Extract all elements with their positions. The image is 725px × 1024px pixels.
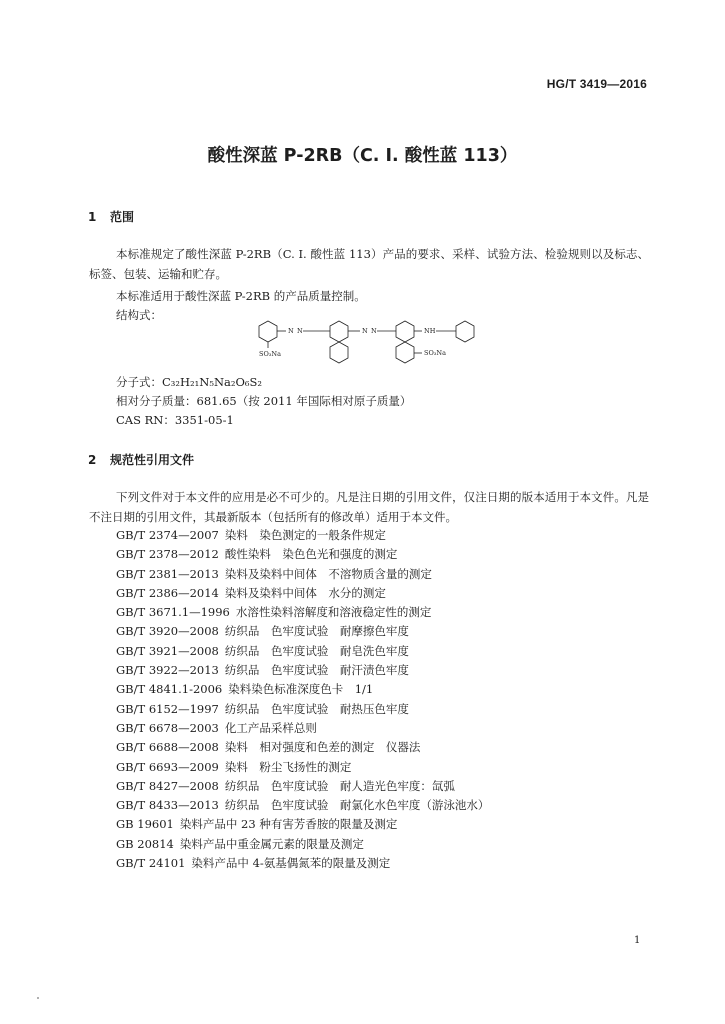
list-item (116, 739, 489, 758)
ref-title: 染料产品中 4-氨基偶氮苯的限量及测定 (191, 856, 391, 871)
references-intro: 下列文件对于本文件的应用是必不可少的。凡是注日期的引用文件，仅注日期的版本适用于本文件。凡是不注日期的引用文件，其最新版本（包括所有的修改单）适用于本文件。 (89, 490, 649, 524)
list-item (116, 623, 489, 642)
ref-title: 染料产品中重金属元素的限量及测定 (179, 836, 364, 851)
ref-title: 纺织品 色牢度试验 耐汗渍色牢度 (224, 663, 409, 678)
list-item (116, 816, 489, 835)
ref-title: 染料及染料中间体 水分的测定 (224, 585, 386, 600)
ref-title: 纺织品 色牢度试验 耐氯化水色牢度（游泳池水） (224, 798, 490, 813)
reference-list (116, 527, 489, 874)
list-item (116, 797, 489, 816)
list-item (116, 585, 489, 604)
ref-title: 染料 相对强度和色差的测定 仪器法 (224, 740, 421, 755)
ref-title: 纺织品 色牢度试验 耐热压色牢度 (224, 701, 409, 716)
page-number: 1 (634, 935, 641, 946)
structural-formula-diagram (250, 318, 500, 368)
list-item (116, 701, 489, 720)
sulfonate-label-right: SO₃Na (424, 349, 446, 357)
azo-nitrogen-label: N (371, 327, 377, 335)
list-item (116, 720, 489, 739)
ref-code: GB/T 2374—2007 (116, 528, 219, 542)
molecular-formula: 分子式：C₃₂H₂₁N₅Na₂O₆S₂ (116, 375, 262, 389)
list-item (116, 759, 489, 778)
list-item (116, 546, 489, 565)
ref-code: GB/T 3671.1—1996 (116, 605, 230, 620)
ref-title: 纺织品 色牢度试验 耐人造光色牢度：氙弧 (224, 778, 455, 793)
ref-code: GB/T 3921—2008 (116, 643, 219, 658)
sulfonate-label-left: SO₃Na (259, 350, 281, 358)
section-title: 范围 (110, 210, 135, 224)
ref-code: GB/T 2378—2012 (116, 547, 219, 562)
list-item (116, 836, 489, 855)
ref-title: 染料及染料中间体 不溶物质含量的测定 (224, 566, 432, 581)
standard-code: HG/T 3419—2016 (546, 77, 647, 91)
ref-title: 纺织品 色牢度试验 耐摩擦色牢度 (224, 624, 409, 639)
list-item (116, 855, 489, 874)
ref-code: GB/T 6152—1997 (116, 701, 219, 716)
list-item (116, 604, 489, 623)
ref-title: 染料 染色测定的一般条件规定 (224, 528, 386, 542)
ref-title: 水溶性染料溶解度和溶液稳定性的测定 (235, 605, 432, 620)
scope-paragraph-1: 本标准规定了酸性深蓝 P-2RB（C. I. 酸性蓝 113）产品的要求、采样、试验方法、检验规则以及标志、标签、包装、运输和贮存。 (89, 247, 649, 281)
structure-label: 结构式： (116, 308, 162, 322)
ref-code: GB 20814 (116, 836, 174, 851)
document-title: 酸性深蓝 P-2RB（C. I. 酸性蓝 113） (207, 146, 518, 166)
ref-code: GB/T 4841.1-2006 (116, 682, 223, 697)
ref-code: GB/T 8427—2008 (116, 778, 219, 793)
ref-code: GB 19601 (116, 817, 174, 832)
list-item (116, 566, 489, 585)
ref-code: GB/T 6688—2008 (116, 740, 219, 755)
section-2-heading (88, 451, 194, 468)
azo-nitrogen-label: N (288, 327, 294, 335)
ref-title: 酸性染料 染色色光和强度的测定 (224, 547, 398, 562)
ref-code: GB/T 24101 (116, 856, 186, 871)
ref-title: 化工产品采样总则 (224, 720, 317, 735)
ref-title: 染料 粉尘飞扬性的测定 (224, 759, 352, 774)
ref-code: GB/T 8433—2013 (116, 798, 219, 813)
ref-code: GB/T 6693—2009 (116, 759, 219, 774)
azo-nitrogen-label: N (297, 327, 303, 335)
section-1-heading (88, 208, 134, 225)
list-item (116, 778, 489, 797)
nh-label: NH (424, 327, 436, 335)
ref-title: 染料染色标准深度色卡 1/1 (228, 682, 374, 697)
scope-paragraph-2: 本标准适用于酸性深蓝 P-2RB 的产品质量控制。 (116, 289, 366, 303)
ref-code: GB/T 2381—2013 (116, 566, 219, 581)
molecular-weight: 相对分子质量：681.65（按 2011 年国际相对原子质量） (116, 394, 412, 408)
section-number: 1 (88, 210, 97, 224)
section-title: 规范性引用文件 (110, 453, 195, 467)
ref-code: GB/T 3920—2008 (116, 624, 219, 639)
scan-speck (37, 997, 39, 999)
ref-code: GB/T 3922—2013 (116, 663, 219, 678)
list-item (116, 643, 489, 662)
cas-number: CAS RN：3351-05-1 (116, 413, 234, 427)
list-item (116, 527, 489, 546)
list-item (116, 662, 489, 681)
ref-title: 纺织品 色牢度试验 耐皂洗色牢度 (224, 643, 409, 658)
ref-code: GB/T 2386—2014 (116, 585, 219, 600)
ref-code: GB/T 6678—2003 (116, 720, 219, 735)
list-item (116, 681, 489, 700)
ref-title: 染料产品中 23 种有害芳香胺的限量及测定 (179, 817, 398, 832)
azo-nitrogen-label: N (362, 327, 368, 335)
section-number: 2 (88, 453, 97, 467)
